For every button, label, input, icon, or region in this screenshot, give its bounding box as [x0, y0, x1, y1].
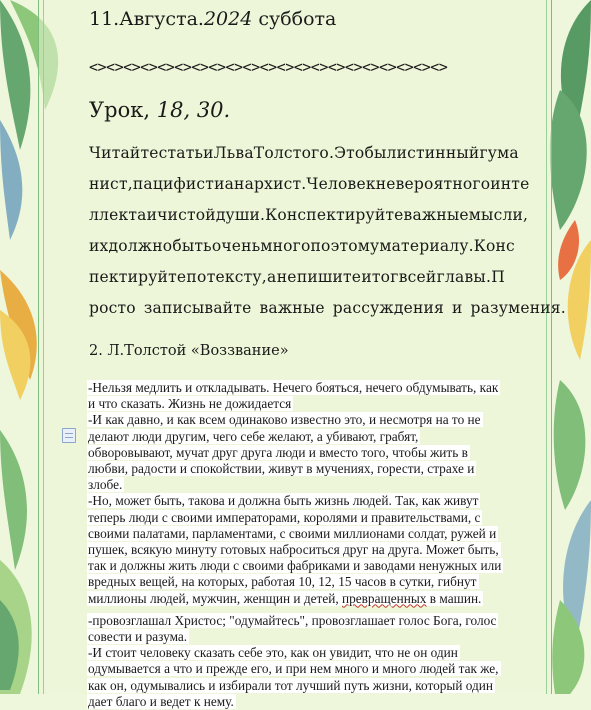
task-word: главы. [436, 268, 492, 286]
task-word: должно [108, 237, 173, 255]
task-word: записывайте [143, 299, 252, 317]
decorative-separator: <><><><><><><><><><><><><><><><><><><><><> [89, 58, 448, 76]
task-word: тексту, [206, 268, 267, 286]
quote-paragraph-1: -Нельзя медлить и откладывать. Нечего бояться, нечего обдумывать, как и что сказать. Жизнь не дожидается [88, 380, 499, 412]
task-word: Человек [306, 175, 376, 193]
task-word: всей [398, 268, 437, 286]
task-word: пектируйте [89, 268, 187, 286]
task-word: по [310, 237, 331, 255]
task-word: П [491, 268, 505, 286]
task-word: пацифист [132, 175, 215, 193]
date-day: 11.Августа. [89, 8, 204, 30]
task-word: души. [215, 206, 266, 224]
task-word: Конс [473, 237, 515, 255]
quote-paragraph-3 [87, 493, 503, 605]
task-word: мысли, [468, 206, 529, 224]
task-word: чистой [157, 206, 216, 224]
document-page [38, 0, 566, 709]
lesson-label: Урок, [89, 98, 157, 122]
task-word: истинный [396, 144, 480, 162]
task-line [89, 293, 566, 324]
task-line [89, 138, 519, 169]
spellcheck-word[interactable]: превращенных [341, 590, 427, 606]
quote-paragraph-2: -И как давно, и как всем одинаково известно это, и несмотря на то не делают люди другим, чего себе желают, а убивают, грабят, обворовывают, мучат друг друга люди и вместо того, чтобы жить в любви, радости и спокойствии, живут в мучениях, горести, страхе и злобе. [88, 412, 481, 493]
task-word: а [267, 268, 277, 286]
task-line [89, 169, 530, 200]
date-weekday: суббота [252, 8, 337, 30]
task-word: пишите [296, 268, 362, 286]
task-word: Читайте [89, 144, 159, 162]
lesson-title [89, 98, 230, 122]
task-paragraph [89, 138, 566, 324]
date-year: 2024 [203, 8, 253, 30]
task-line [89, 200, 529, 231]
task-word: Толстого. [253, 144, 335, 162]
task-word: статьи [158, 144, 214, 162]
task-word: важные [259, 299, 325, 317]
quote-paragraph-3-end: в машин. [426, 590, 482, 606]
task-word: невероятного [375, 175, 491, 193]
task-word: Конспектируйте [265, 206, 404, 224]
task-word: инте [490, 175, 530, 193]
task-word: материалу. [379, 237, 474, 255]
task-word: итог [361, 268, 399, 286]
task-word: анархист. [224, 175, 307, 193]
task-word: быть [172, 237, 212, 255]
task-word: по [186, 268, 207, 286]
quote-paragraph-4: -провозглашал Христос; "одумайтесь", провозглашает голос Бога, голос совести и разума. [88, 612, 497, 645]
task-word: рассуждения [332, 299, 445, 317]
task-word: много [260, 237, 311, 255]
task-word: был [364, 144, 397, 162]
task-word: ллекта [89, 206, 147, 224]
quote-block [87, 380, 502, 710]
quote-paragraph-5: -И стоит человеку сказать себе это, как он увидит, что не он один одумывается а что и прежде его, и при нем много и много людей так же, как он, одумывались и избирали тот лучший путь жизни, который один дает благо и ведет к нему. [88, 645, 499, 709]
task-word: очень [211, 237, 261, 255]
lesson-numbers: 18, 30. [156, 98, 231, 122]
task-word: не [276, 268, 297, 286]
task-word: Это [334, 144, 365, 162]
task-word: и [214, 175, 225, 193]
task-word: росто [89, 299, 136, 317]
comment-note-icon[interactable] [62, 428, 76, 443]
task-word: их [89, 237, 109, 255]
section-heading: 2. Л.Толстой «Воззвание» [89, 343, 289, 359]
quote-paragraph-3-text: -Но, может быть, такова и должна быть жизнь людей. Так, как живут теперь люди с своими императорами, королями и правительствами, с своими палатами, парламентами, с своими миллионами солдат, ружей и пушек, всякую минуту готовых наброситься друг на друга. Может быть, так и должны жить люди с своими фабриками и заводами ненужных или вредных вещей, на которых, работая 10, 12, 15 часов в сутки, гибнут миллионы людей, мужчин, женщин и детей, [88, 493, 502, 606]
task-word: и [146, 206, 158, 224]
task-word: Льва [213, 144, 254, 162]
task-word: гума [479, 144, 519, 162]
task-word: разумения. [470, 299, 566, 317]
task-word: важные [403, 206, 469, 224]
task-line [89, 262, 505, 293]
task-word: и [452, 299, 463, 317]
task-line [89, 231, 515, 262]
task-word: этому [330, 237, 380, 255]
date-line [89, 8, 336, 30]
task-word: нист, [89, 175, 133, 193]
